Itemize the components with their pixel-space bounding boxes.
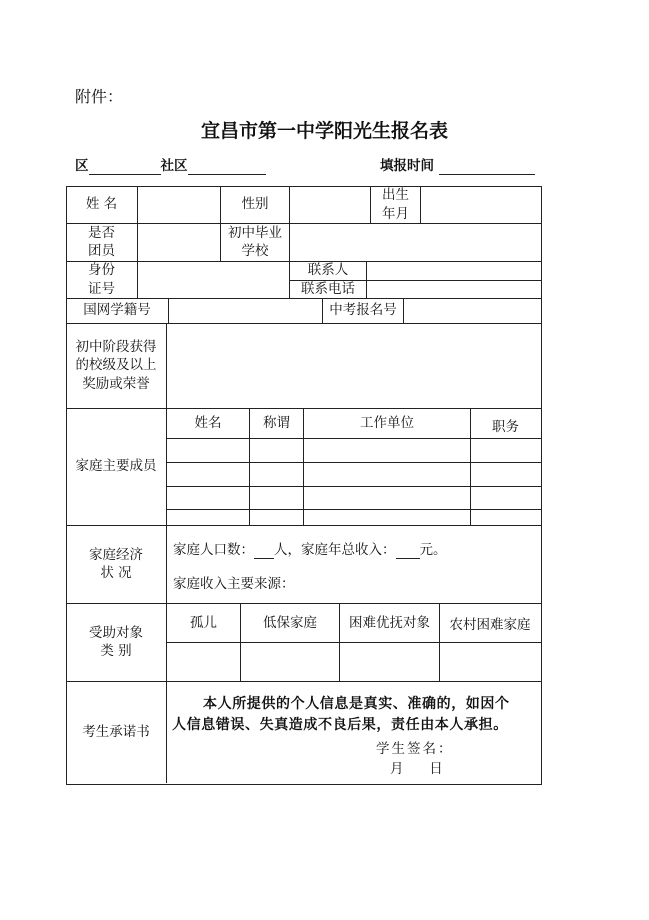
annual-income-field[interactable]: [396, 558, 420, 559]
fill-time-label: 填报时间: [380, 158, 434, 174]
economy-label-line2: 状 况: [100, 565, 132, 581]
household-size-field[interactable]: [254, 558, 274, 559]
aid-label-line2: 类 别: [100, 643, 132, 659]
school-label: [221, 223, 289, 261]
league-label-line2: 团员: [88, 243, 115, 259]
economy-label-line1: 家庭经济: [89, 546, 143, 563]
aid-check-hardship[interactable]: [340, 643, 439, 681]
yuan-label: 元。: [419, 542, 447, 558]
name-label: 姓 名: [85, 196, 118, 213]
school-label-line2: 学校: [241, 243, 269, 259]
family-col-relation: 称谓: [263, 414, 290, 431]
family-col-position: 职务: [492, 418, 519, 435]
id-field[interactable]: [138, 261, 289, 298]
family-row-line: [166, 486, 541, 487]
awards-label-line1: 初中阶段获得: [75, 339, 157, 356]
page-title: 宜昌市第一中学阳光生报名表: [200, 120, 448, 142]
awards-field[interactable]: [167, 323, 540, 408]
annual-income-label: 人，家庭年总收入：: [274, 542, 396, 558]
league-label: [66, 223, 137, 261]
school-field[interactable]: [290, 223, 540, 261]
household-size-label: 家庭人口数：: [173, 542, 254, 558]
header-row: [75, 157, 266, 175]
family-members-label: 家庭主要成员: [75, 458, 157, 475]
community-field[interactable]: [188, 174, 266, 175]
id-label-line2: 证号: [88, 280, 115, 297]
pledge-text-line1: 本人所提供的个人信息是真实、准确的，如因个: [203, 696, 510, 712]
date-label: 月 日: [390, 761, 443, 777]
aid-check-low-income[interactable]: [241, 643, 339, 681]
contact-phone-field[interactable]: [367, 281, 540, 298]
contact-person-field[interactable]: [367, 261, 540, 280]
national-id-field[interactable]: [169, 298, 322, 323]
id-label: [66, 261, 137, 298]
family-row-line: [166, 462, 541, 463]
league-label-line1: 是否: [88, 224, 115, 241]
aid-col-low-income: 低保家庭: [263, 615, 317, 632]
pledge-text-line2: 人信息错误、失真造成不良后果，责任由本人承担。: [172, 717, 508, 733]
exam-no-label: 中考报名号: [329, 302, 397, 319]
birth-label-line2: 年月: [382, 205, 409, 222]
awards-label-line3: 奖励或荣誉: [82, 375, 150, 392]
family-col-name: 姓名: [194, 414, 222, 431]
aid-col-rural: 农村困难家庭: [449, 616, 531, 633]
birth-label-line1: 出生: [382, 187, 409, 204]
pledge-label: 考生承诺书: [82, 723, 150, 740]
aid-label-line1: 受助对象: [89, 624, 143, 641]
district-label: 区: [75, 158, 89, 174]
community-label: 社区: [160, 158, 188, 174]
aid-col-orphan: 孤儿: [190, 615, 217, 632]
aid-check-orphan[interactable]: [167, 643, 240, 681]
economy-label: [66, 525, 166, 603]
aid-label: [66, 603, 166, 681]
contact-person-label: 联系人: [307, 262, 349, 279]
fill-time: [380, 157, 535, 175]
birth-field[interactable]: [421, 186, 540, 223]
contact-phone-label: 联系电话: [301, 281, 355, 298]
income-source-label: 家庭收入主要来源：: [173, 576, 295, 592]
national-id-label: 国网学籍号: [83, 302, 151, 319]
school-label-line1: 初中毕业: [228, 224, 282, 241]
name-field[interactable]: [138, 186, 220, 223]
aid-col-hardship: 困难优抚对象: [349, 615, 430, 632]
gender-label: 性别: [241, 196, 269, 213]
signature-label: 学生签名：: [376, 741, 454, 757]
exam-no-field[interactable]: [404, 298, 540, 323]
awards-label-line2: 的校级及以上: [75, 357, 157, 374]
birth-label: [371, 186, 420, 223]
id-label-line1: 身份: [88, 262, 115, 279]
gender-field[interactable]: [290, 186, 370, 223]
league-field[interactable]: [138, 223, 220, 261]
fill-time-field[interactable]: [439, 174, 535, 175]
family-row-line: [166, 509, 541, 510]
awards-label: [66, 323, 166, 408]
attachment-label: 附件：: [75, 87, 124, 106]
aid-check-rural[interactable]: [440, 643, 540, 681]
family-col-employer: 工作单位: [360, 414, 414, 431]
economy-line1: [173, 541, 447, 559]
district-field[interactable]: [89, 174, 161, 175]
